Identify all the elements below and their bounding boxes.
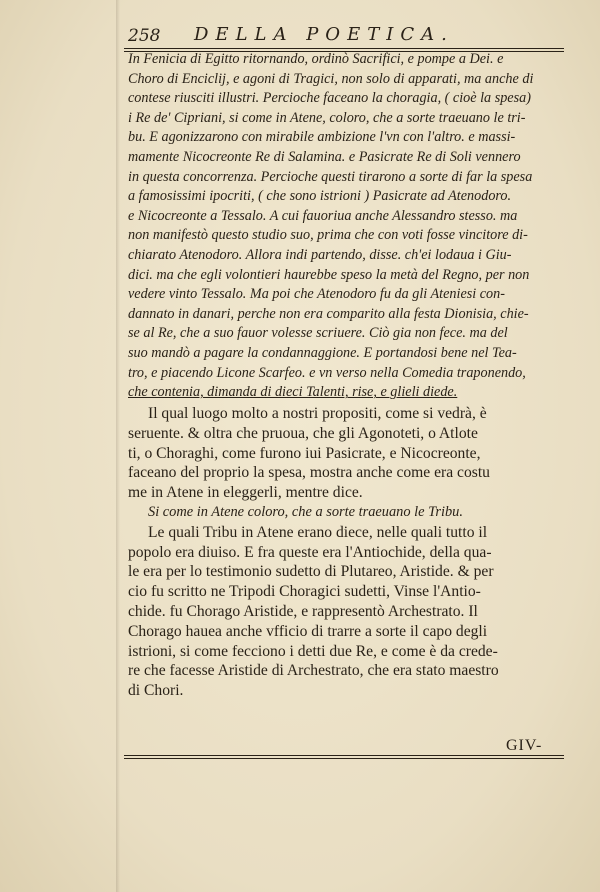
body-line: re che facesse Aristide di Archestrato, che era stato maestro bbox=[128, 662, 499, 680]
footer-rule bbox=[124, 755, 564, 756]
gutter-shadow bbox=[116, 0, 120, 892]
quote-line: che contenia, dimanda di dieci Talenti, rise, e glieli diede. bbox=[128, 384, 458, 401]
body-line: Chorago hauea anche vfficio di trarre a sorte il capo degli bbox=[128, 622, 488, 640]
quote-line: a famosissimi ipocriti, ( che sono istrioni ) Pasicrate ad Atenodoro. bbox=[128, 188, 512, 205]
quote-line: i Re de' Cipriani, si come in Atene, coloro, che a sorte traeuano le tri- bbox=[128, 109, 526, 126]
body-line: me in Atene in eleggerli, mentre dice. bbox=[128, 484, 363, 502]
quote-line: se al Re, che a suo fauor volesse scriuere. Ciò gia non fece. ma del bbox=[128, 325, 508, 342]
quote-line: Choro di Enciclij, e agoni di Tragici, non solo di apparati, ma anche di bbox=[128, 70, 534, 87]
quote-line: suo mandò a pagare la condannaggione. E portandosi bene nel Tea- bbox=[128, 344, 517, 361]
catchword: GIV- bbox=[506, 737, 543, 754]
body-line: chide. fu Chorago Aristide, e rappresentò Archestrato. Il bbox=[128, 602, 478, 620]
body-line: cio fu scritto ne Tripodi Choragici sudetti, Vinse l'Antio- bbox=[128, 583, 481, 601]
page-header bbox=[124, 24, 564, 46]
body-line: ti, o Choraghi, come furono iui Pasicrate, e Nicocreonte, bbox=[128, 444, 481, 462]
page-number: 258 bbox=[128, 26, 161, 46]
body-line: Il qual luogo molto a nostri propositi, come si vedrà, è bbox=[148, 405, 487, 422]
quote-line: dannato in danari, perche non era comparito alla festa Dionisia, chie- bbox=[128, 305, 529, 322]
body-text bbox=[128, 404, 568, 701]
quote-line: chiarato Atenodoro. Allora indi partendo, disse. ch'ei lodaua i Giu- bbox=[128, 246, 512, 263]
quote-line: vedere vinto Tessalo. Ma poi che Atenodoro fu da gli Ateniesi con- bbox=[128, 286, 505, 303]
quote-line: non manifestò questo studio suo, prima che con voti fosse vincitore di- bbox=[128, 227, 528, 244]
body-line: le era per lo testimonio sudetto di Plutareo, Aristide. & per bbox=[128, 563, 494, 581]
quote-line: dici. ma che egli volontieri haurebbe speso la metà del Regno, per non bbox=[128, 266, 530, 283]
quote-line: e Nicocreonte a Tessalo. A cui fauoriua anche Alessandro stesso. ma bbox=[128, 207, 518, 224]
body-line: Si come in Atene coloro, che a sorte traeuano le Tribu. bbox=[148, 503, 463, 520]
body-line: di Chori. bbox=[128, 682, 184, 700]
quote-line: In Fenicia di Egitto ritornando, ordinò Sacrifici, e pompe a Dei. e bbox=[128, 51, 504, 67]
body-line: istrioni, si come fecciono i detti due Re, e come è da crede- bbox=[128, 642, 498, 660]
italic-quotation bbox=[128, 50, 568, 403]
body-line: popolo era diuiso. E fra queste era l'Antiochide, della qua- bbox=[128, 543, 492, 561]
quote-line: tro, e piacendo Licone Scarfeo. e vn verso nella Comedia traponendo, bbox=[128, 364, 526, 381]
body-line: seruente. & oltra che pruoua, che gli Agonoteti, o Atlote bbox=[128, 424, 478, 442]
quote-line: bu. E agonizzarono con mirabile ambizione l'vn con l'altro. e massi- bbox=[128, 129, 516, 146]
body-line: faceano del proprio la spesa, mostra anche come era costu bbox=[128, 464, 490, 482]
footer-rule-thin bbox=[124, 758, 564, 759]
quote-line: in questa concorrenza. Percioche questi tirarono a sorte di far la spesa bbox=[128, 168, 533, 185]
body-line: Le quali Tribu in Atene erano diece, nelle quali tutto il bbox=[148, 523, 488, 541]
quote-line: contese riusciti illustri. Percioche faceano la choragia, ( cioè la spesa) bbox=[128, 90, 531, 107]
quote-line: mamente Nicocreonte Re di Salamina. e Pasicrate Re di Soli vennero bbox=[128, 148, 521, 165]
header-rule bbox=[124, 48, 564, 49]
running-head: DELLA POETICA. bbox=[194, 24, 454, 45]
